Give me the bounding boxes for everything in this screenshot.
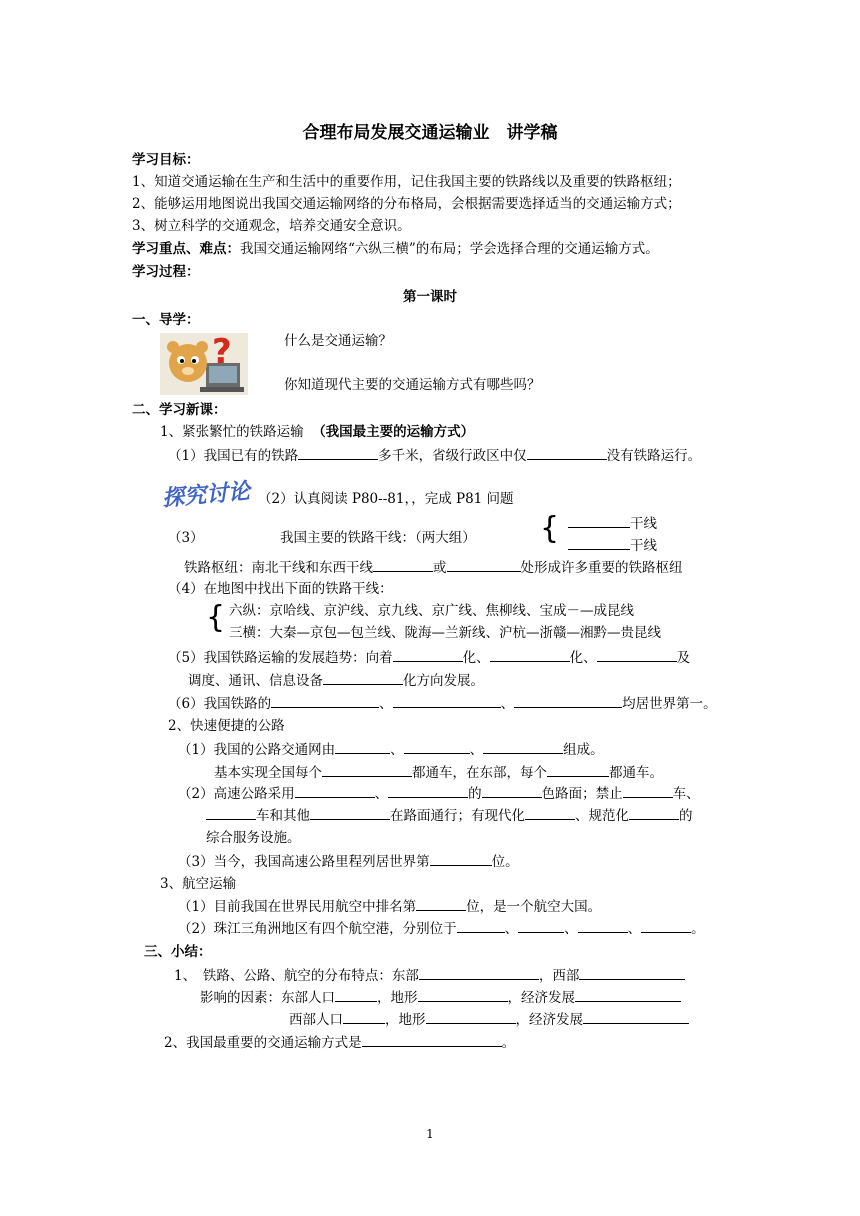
blank[interactable] [447, 558, 521, 572]
road-item-1-cont: 基本实现全国每个 都通车，在东部，每个 都通车。 [214, 765, 663, 781]
key-text: 我国交通运输网络“六纵三横”的布局；学会选择合理的交通运输方式。 [240, 241, 659, 257]
key-points [132, 240, 659, 258]
rail-hub: 铁路枢纽：南北干线和东西干线 或 处形成许多重要的铁路枢纽 [184, 560, 683, 576]
rail-item-1: （1）我国已有的铁路 多千米，省级行政区中仅 没有铁路运行。 [168, 448, 702, 464]
air-item-1: （1）目前我国在世界民用航空中排名第 位，是一个航空大国。 [178, 899, 602, 915]
blank[interactable] [418, 988, 508, 1002]
blank[interactable] [335, 988, 377, 1002]
road-item-2-cont: 车和其他 在路面通行；有现代化 、规范化 的 [206, 806, 693, 825]
road-item-2-end: 综合服务设施。 [206, 830, 301, 846]
blank[interactable] [323, 671, 403, 685]
goal-item: 1、知道交通运输在生产和生活中的重要作用，记住我国主要的铁路线以及重要的铁路枢纽； [132, 174, 681, 190]
rail-item-2: （2）认真阅读 P80--81，，完成 P81 问题 [258, 491, 514, 507]
blank[interactable] [457, 919, 505, 933]
blank[interactable] [518, 919, 564, 933]
rail-title: 1、紧张繁忙的铁路运输 （我国最主要的运输方式） [160, 424, 475, 440]
guide-question: 什么是交通运输？ [284, 333, 392, 349]
blank[interactable] [310, 806, 390, 820]
process-heading: 学习过程： [132, 264, 200, 280]
blank[interactable] [322, 763, 412, 777]
blank[interactable] [547, 763, 609, 777]
blank[interactable] [578, 919, 628, 933]
summary-row-2: 影响的因素：东部人口 ，地形 ，经济发展 [200, 988, 681, 1007]
goal-item: 2、能够运用地图说出我国交通运输网络的分布格局，会根据需要选择适当的交通运输方式； [132, 196, 681, 212]
explore-discuss-stamp: 探究讨论 [161, 479, 252, 512]
summary-row-3: 西部人口 ，地形 ，经济发展 [289, 1010, 689, 1029]
rail-item-4: （4）在地图中找出下面的铁路干线： [168, 581, 393, 597]
blank[interactable] [482, 784, 542, 798]
key-label: 学习重点、难点： [132, 241, 240, 257]
section-one-heading: 一、导学： [132, 312, 200, 328]
six-vertical-lines: 六纵：京哈线、京沪线、京九线、京广线、焦柳线、宝成－—成昆线 [229, 603, 634, 619]
brace-icon: { [206, 600, 226, 635]
blank[interactable] [575, 988, 681, 1002]
air-title: 3、航空运输 [160, 876, 237, 892]
rail-item-5: （5）我国铁路运输的发展趋势：向着 化、 化、 及 [168, 650, 691, 666]
blank[interactable] [271, 694, 379, 708]
blank[interactable] [568, 514, 630, 528]
blank[interactable] [527, 446, 607, 460]
summary-row-1: 1、 铁路、公路、航空的分布特点：东部 ，西部 [174, 966, 685, 985]
brace-icon: { [540, 511, 560, 546]
blank[interactable] [206, 806, 256, 820]
blank[interactable] [490, 648, 570, 662]
blank[interactable] [514, 694, 622, 708]
rail-item-3: （3） [168, 530, 204, 546]
blank[interactable] [419, 966, 539, 980]
lesson-title: 第一课时 [403, 289, 457, 305]
main-line-blank: 干线 [568, 514, 657, 533]
goal-item: 3、树立科学的交通观念，培养交通安全意识。 [132, 218, 411, 234]
blank[interactable] [426, 1010, 516, 1024]
rail-note: （我国最主要的运输方式） [312, 424, 475, 440]
air-item-2: （2）珠江三角洲地区有四个航空港，分别位于 、 、 、 。 [178, 921, 705, 937]
blank[interactable] [430, 852, 492, 866]
blank[interactable] [343, 1010, 385, 1024]
blank[interactable] [483, 740, 563, 754]
blank[interactable] [295, 784, 375, 798]
blank[interactable] [597, 648, 677, 662]
blank[interactable] [388, 784, 468, 798]
blank[interactable] [623, 784, 673, 798]
goals-heading: 学习目标： [132, 152, 200, 168]
summary-row-4: 2、我国最重要的交通运输方式是 。 [164, 1035, 516, 1051]
cartoon-bear-question-icon [160, 333, 248, 395]
blank[interactable] [335, 740, 390, 754]
blank[interactable] [641, 919, 691, 933]
document-title: 合理布局发展交通运输业 讲学稿 [302, 123, 558, 143]
blank[interactable] [525, 806, 575, 820]
section-two-heading: 二、学习新课： [132, 402, 227, 418]
rail-item-5-cont: 调度、通讯、信息设备 化方向发展。 [188, 673, 484, 689]
page-number: 1 [426, 1127, 434, 1141]
guide-question: 你知道现代主要的交通运输方式有哪些吗？ [284, 377, 541, 393]
road-item-3: （3）当今，我国高速公路里程列居世界第 位。 [178, 854, 519, 870]
blank[interactable] [629, 806, 679, 820]
rail-item-6: （6）我国铁路的 、 、 均居世界第一。 [168, 696, 717, 712]
three-horizontal-lines: 三横：大秦—京包—包兰线、陇海—兰新线、沪杭—浙赣—湘黔—贵昆线 [229, 625, 661, 641]
road-title: 2、快速便捷的公路 [168, 718, 285, 734]
rail-main-lines: 我国主要的铁路干线：（两大组） [280, 530, 476, 546]
road-item-2: （2）高速公路采用 、 的 色路面；禁止 车、 [178, 786, 700, 802]
blank[interactable] [579, 966, 685, 980]
blank[interactable] [583, 1010, 689, 1024]
blank[interactable] [404, 740, 470, 754]
blank[interactable] [393, 694, 501, 708]
blank[interactable] [568, 536, 630, 550]
blank[interactable] [416, 897, 466, 911]
main-line-blank: 干线 [568, 536, 657, 555]
blank[interactable] [373, 558, 433, 572]
blank[interactable] [393, 648, 463, 662]
road-item-1: （1）我国的公路交通网由 、 、 组成。 [178, 742, 604, 758]
blank[interactable] [298, 446, 378, 460]
blank[interactable] [362, 1033, 502, 1047]
section-three-heading: 三、小结： [144, 944, 212, 960]
svg-text:?: ? [212, 333, 232, 372]
